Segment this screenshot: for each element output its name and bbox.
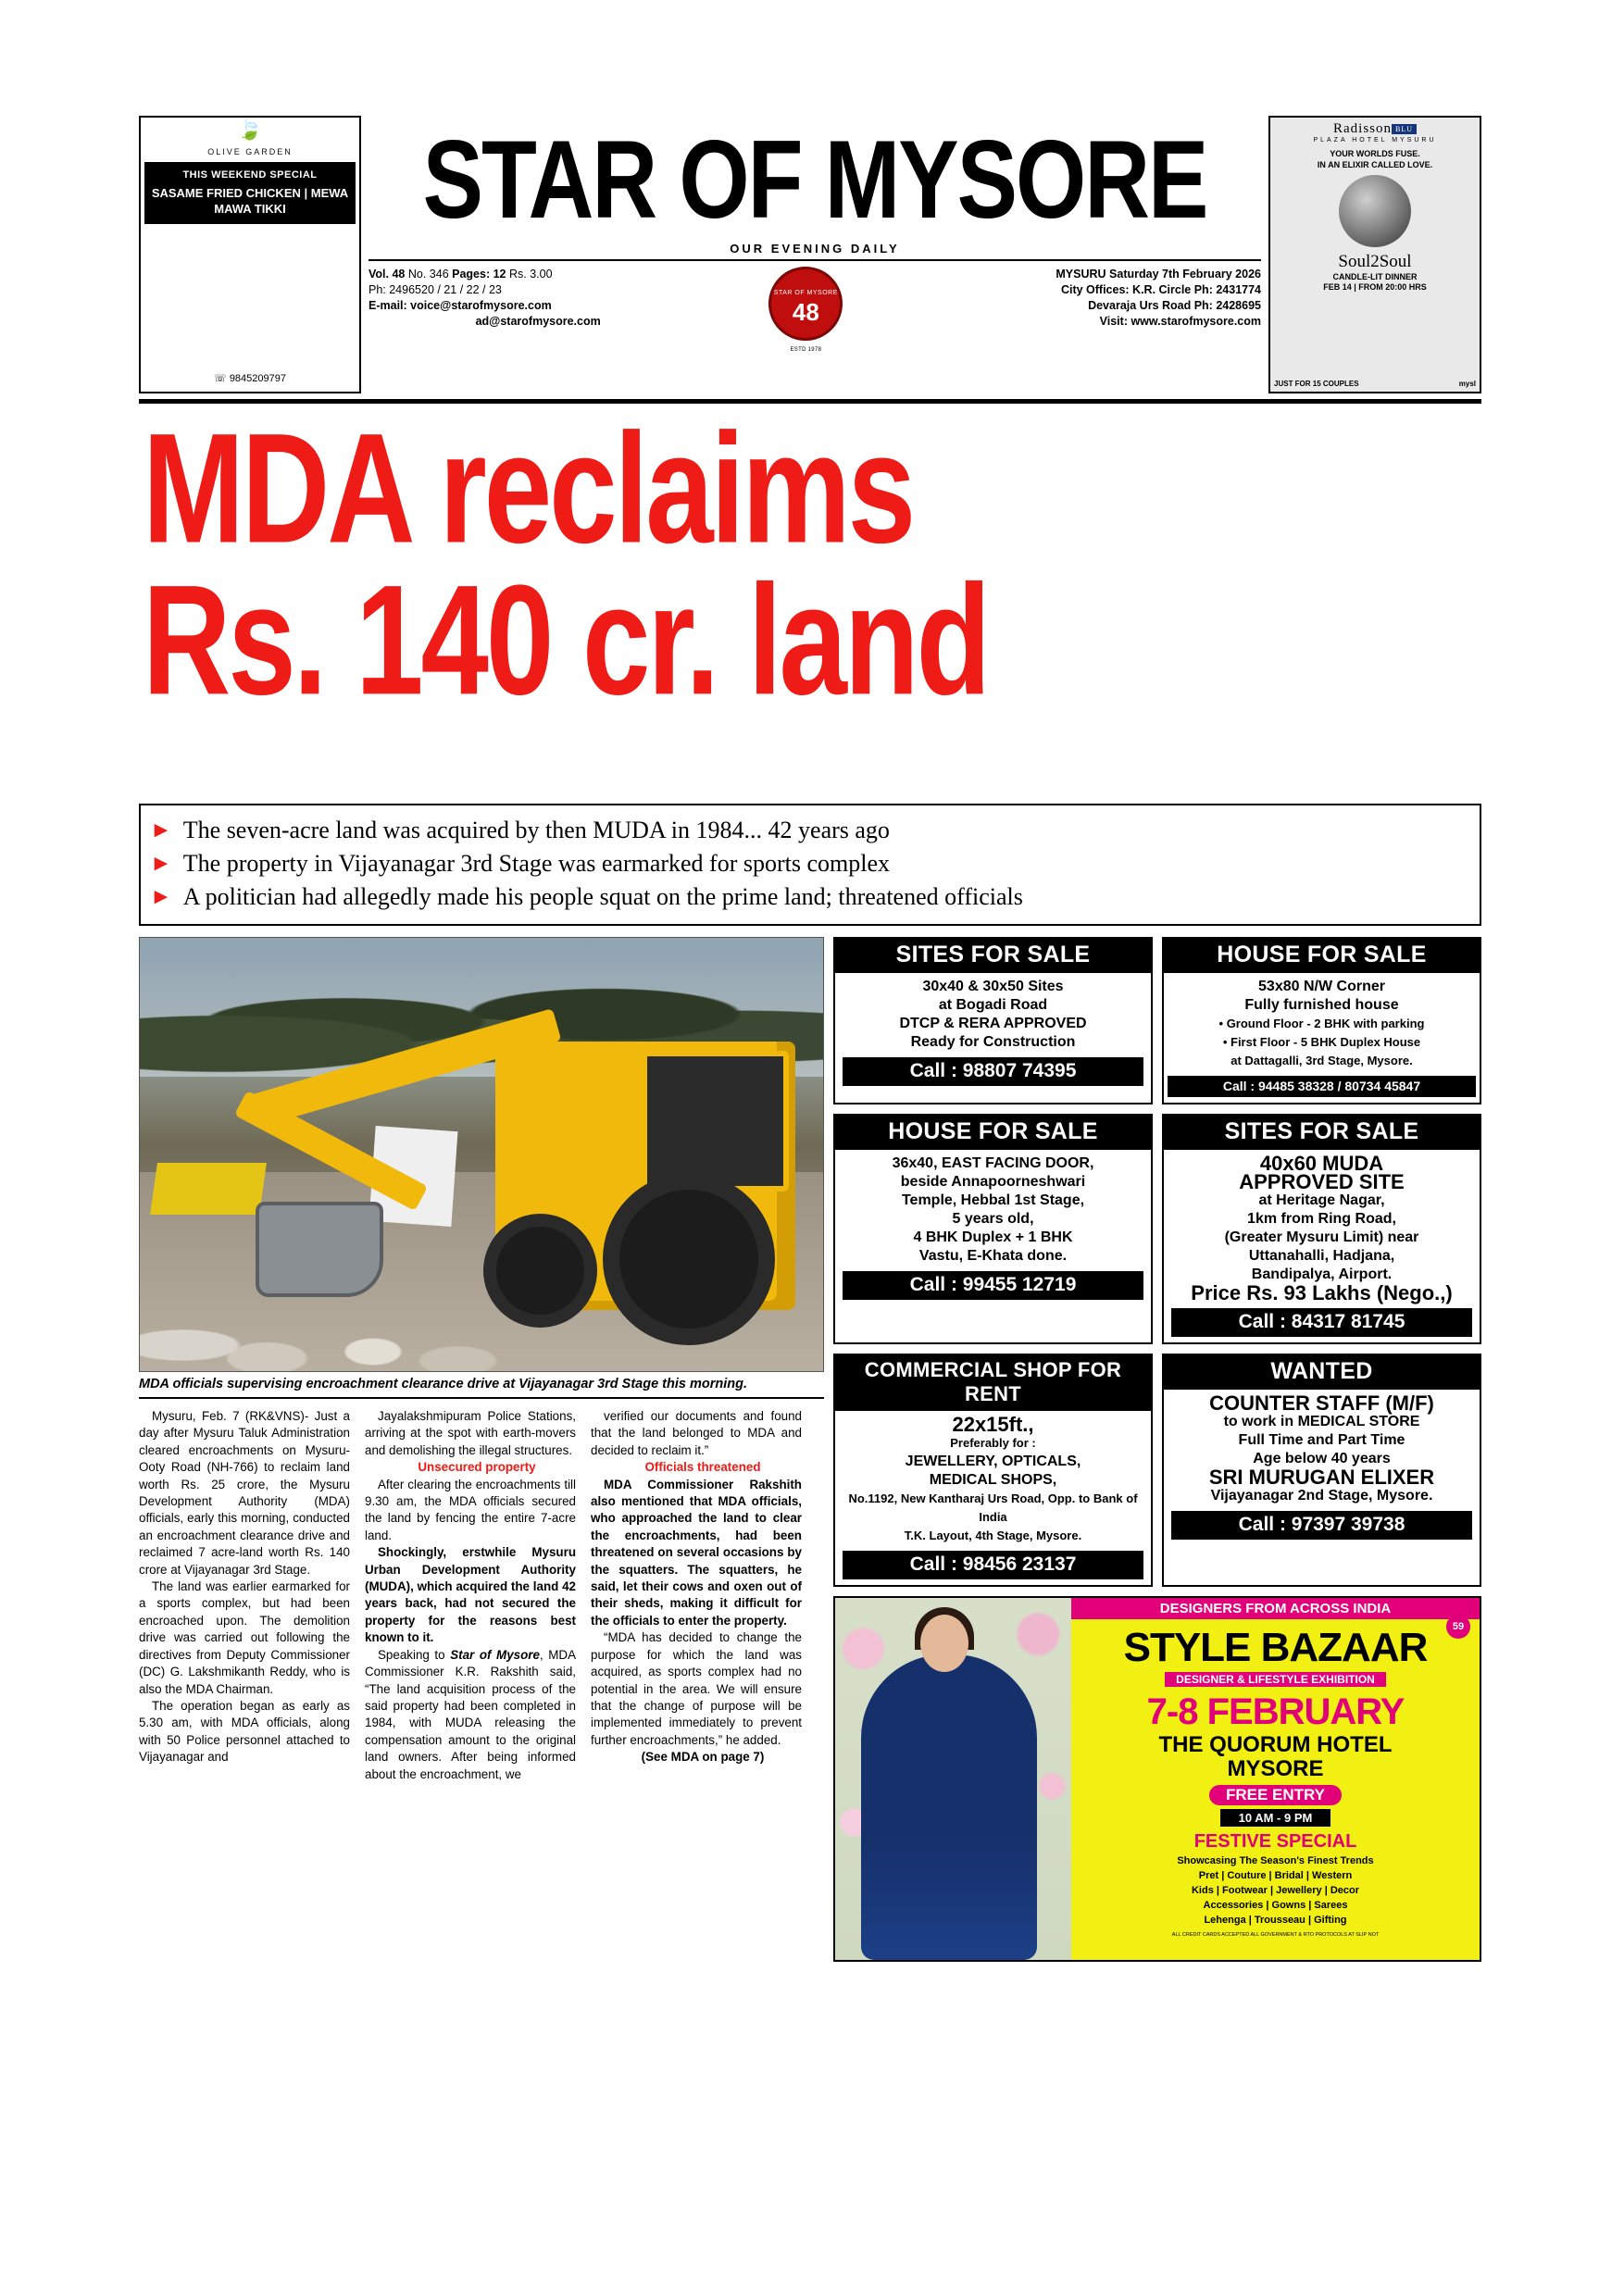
story-paragraph: verified our documents and found that the land belonged to MDA and decided to reclaim it.” — [591, 1409, 802, 1457]
newspaper-tagline: OUR EVENING DAILY — [730, 242, 900, 256]
story-body — [139, 1408, 824, 1783]
story-paragraph: After clearing the encroachments till 9.30 am, the MDA officials secured the land by fencing the entire 7-acre land. — [365, 1477, 576, 1542]
ad-line: Price Rs. 93 Lakhs (Nego.,) — [1191, 1281, 1453, 1304]
bazaar-edition-badge: 59 — [1446, 1615, 1470, 1639]
ad-body — [835, 1150, 1151, 1266]
bazaar-title: STYLE BAZAAR — [1123, 1625, 1428, 1670]
email-label: E-mail: — [369, 299, 407, 312]
bazaar-top-strip: DESIGNERS FROM ACROSS INDIA — [1071, 1598, 1480, 1619]
radisson-offer-title: Soul2Soul — [1338, 252, 1412, 271]
ad-line: Bandipalya, Airport. — [1251, 1267, 1393, 1282]
bazaar-categories-3: Accessories | Gowns | Sarees — [1203, 1900, 1348, 1911]
ad-call-button[interactable]: Call : 84317 81745 — [1171, 1308, 1472, 1337]
ad-line: 22x15ft., — [952, 1413, 1034, 1436]
bazaar-festive-special: FESTIVE SPECIAL — [1193, 1831, 1357, 1852]
bazaar-details — [1071, 1598, 1480, 1960]
ad-header: HOUSE FOR SALE — [835, 1116, 1151, 1150]
devaraja-office: Devaraja Urs Road Ph: 2428695 — [1088, 299, 1261, 312]
seal-number: 48 — [792, 297, 819, 326]
masthead-divider — [369, 259, 1261, 261]
excavator-cab — [642, 1051, 790, 1192]
story-subheading: Unsecured property — [418, 1460, 536, 1475]
radisson-foot-left: JUST FOR 15 COUPLES — [1274, 380, 1359, 388]
edition-info — [904, 267, 1261, 358]
bazaar-timing: 10 AM - 9 PM — [1220, 1809, 1331, 1827]
model-head — [920, 1615, 968, 1672]
ad-header: COMMERCIAL SHOP FOR RENT — [835, 1355, 1151, 1411]
olive-garden-brand: OLIVE GARDEN — [207, 147, 293, 156]
classified-ad[interactable] — [833, 937, 1153, 1104]
ad-body — [835, 1411, 1151, 1545]
ad-call-button[interactable]: Call : 99455 12719 — [843, 1271, 1143, 1300]
headline-bullets — [139, 804, 1481, 926]
issue-phone: Ph: 2496520 / 21 / 22 / 23 — [369, 283, 502, 296]
radisson-ad[interactable] — [1268, 116, 1481, 393]
ad-line: to work in MEDICAL STORE — [1223, 1414, 1420, 1429]
news-photo — [139, 937, 824, 1372]
ad-line: at Heritage Nagar, — [1258, 1192, 1385, 1208]
phone-icon: ☏ — [213, 373, 227, 384]
bazaar-showcase: Showcasing The Season's Finest Trends — [1177, 1855, 1374, 1866]
ad-line: (Greater Mysuru Limit) near — [1224, 1229, 1419, 1245]
radisson-line1: YOUR WORLDS FUSE. — [1330, 149, 1420, 158]
triangle-bullet-icon: ► — [150, 818, 172, 842]
issue-vol: Vol. 48 — [369, 268, 406, 281]
ad-line: 40x60 MUDA — [1259, 1152, 1384, 1175]
classified-ads-grid — [833, 937, 1481, 1587]
moon-icon — [1339, 175, 1411, 247]
excavator-wheel-rear — [603, 1173, 775, 1345]
bazaar-venue-line2: MYSORE — [1227, 1756, 1324, 1781]
radisson-small1: CANDLE-LIT DINNER — [1332, 272, 1418, 281]
ad-line: APPROVED SITE — [1239, 1170, 1405, 1193]
masthead-info — [369, 267, 1261, 358]
bullet-text: A politician had allegedly made his people squat on the prime land; threatened officials — [182, 883, 1023, 910]
ad-call-button[interactable]: Call : 98807 74395 — [843, 1057, 1143, 1086]
continuation-note[interactable]: (See MDA on page 7) — [641, 1750, 765, 1765]
triangle-bullet-icon: ► — [150, 852, 172, 876]
issue-price: Rs. 3.00 — [508, 268, 553, 281]
ad-body — [1164, 1390, 1480, 1505]
story-col-2 — [365, 1408, 576, 1783]
ad-line: at Dattagalli, 3rd Stage, Mysore. — [1230, 1054, 1413, 1067]
masthead-center — [361, 116, 1268, 393]
ad-line: Vastu, E-Khata done. — [918, 1248, 1068, 1264]
page-sheet — [139, 116, 1481, 2176]
story-col-1 — [139, 1408, 350, 1783]
ad-line: Temple, Hebbal 1st Stage, — [901, 1192, 1085, 1208]
story-subheading: Officials threatened — [644, 1460, 761, 1475]
radisson-small2: FEB 14 | FROM 20:00 HRS — [1323, 282, 1427, 292]
model-gown — [861, 1654, 1037, 1960]
ad-line: 5 years old, — [952, 1211, 1034, 1227]
issue-info — [369, 267, 707, 358]
triangle-bullet-icon: ► — [150, 885, 172, 909]
story-col-3 — [591, 1408, 802, 1783]
ad-line: 53x80 N/W Corner — [1258, 979, 1385, 994]
ad-line: • Ground Floor - 2 BHK with parking — [1218, 1017, 1425, 1030]
classified-ad[interactable] — [833, 1354, 1153, 1587]
bullet-item — [150, 848, 1470, 880]
ad-line: at Bogadi Road — [938, 997, 1048, 1013]
radisson-footer — [1274, 380, 1476, 388]
leaf-icon: 🍃 — [237, 118, 263, 141]
ad-line: T.K. Layout, 4th Stage, Mysore. — [904, 1529, 1082, 1542]
photo-tarp — [150, 1163, 267, 1215]
olive-phone: ☏ 9845209797 — [213, 373, 286, 384]
speaking-pre: Speaking to — [378, 1647, 451, 1662]
masthead-bottom-rule — [139, 399, 1481, 404]
ad-line: Full Time and Part Time — [1238, 1432, 1405, 1448]
headline-line-2: Rs. 140 cr. land — [143, 553, 989, 728]
issue-pages: Pages: 12 — [452, 268, 506, 281]
ad-header: SITES FOR SALE — [835, 939, 1151, 973]
story-paragraph-bold: Shockingly, erstwhile Mysuru Urban Development Authority (MUDA), which acquired the land 42 years back, had not secured the property for the reasons best known to it. — [365, 1545, 576, 1645]
ad-line: No.1192, New Kantharaj Urs Road, Opp. to Bank of India — [848, 1491, 1138, 1524]
olive-special-label: THIS WEEKEND SPECIAL — [182, 169, 318, 181]
bazaar-subtitle: DESIGNER & LIFESTYLE EXHIBITION — [1165, 1672, 1386, 1687]
bazaar-footer-note: ALL CREDIT CARDS ACCEPTED ALL GOVERNMENT & RTO PROTOCOLS AT SLIP NOT — [1171, 1932, 1380, 1938]
classified-ad[interactable] — [1162, 937, 1481, 1104]
main-content — [139, 937, 1481, 1962]
radisson-brand: Radisson BLU — [1333, 121, 1417, 137]
ad-line: SRI MURUGAN ELIXER — [1208, 1466, 1435, 1489]
seal-badge — [768, 267, 843, 341]
ad-line: Vijayanagar 2nd Stage, Mysore. — [1210, 1488, 1433, 1504]
anniversary-seal — [755, 267, 856, 358]
ad-header: SITES FOR SALE — [1164, 1116, 1480, 1150]
radisson-sub: PLAZA HOTEL MYSURU — [1313, 137, 1437, 144]
bazaar-date: 7-8 FEBRUARY — [1146, 1691, 1405, 1732]
seal-caption: ESTD 1978 — [790, 347, 822, 353]
olive-garden-offer — [144, 162, 356, 224]
story-paragraph: Mysuru, Feb. 7 (RK&VNS)- Just a day after Mysuru Taluk Administration cleared encroachments on Mysuru-Ooty Road (NH-766) to reclaim land worth Rs. 25 crore, the Mysuru Development Authority (MDA) officials, early this morning, conducted an encroachment clearance drive and reclaimed 7 acre-land worth Rs. 140 crore at Vijayanagar 3rd Stage. — [139, 1409, 350, 1577]
ad-call-button[interactable]: Call : 98456 23137 — [843, 1551, 1143, 1579]
newspaper-title: STAR OF MYSORE — [422, 117, 1207, 242]
olive-special-items: SASAME FRIED CHICKEN | MEWA MAWA TIKKI — [151, 186, 349, 216]
story-paragraph-bold: MDA Commissioner Rakshith also mentioned that MDA officials, who approached the land to clear the encroachments, had been threatened on several occasions by the squatters. The squatters, he said, let their cows and oxen out of their sheds, making it difficult for the officials to enter the property. — [591, 1477, 802, 1628]
website-link[interactable]: Visit: www.starofmysore.com — [1099, 315, 1261, 328]
bazaar-categories-4: Lehenga | Trousseau | Gifting — [1204, 1915, 1347, 1926]
ad-body — [1164, 1150, 1480, 1303]
masthead — [139, 116, 1481, 393]
radisson-line2: IN AN ELIXIR CALLED LOVE. — [1317, 160, 1433, 169]
speaking-post: , MDA Commissioner K.R. Rakshith said, “The land acquisition process of the said property had been completed in 1984, with MUDA releasing the compensation amount to the original land owners. After being informed about the encroachment, we — [365, 1647, 577, 1781]
classified-ad[interactable] — [1162, 1114, 1481, 1344]
ad-line: Age below 40 years — [1253, 1451, 1391, 1466]
ad-body — [835, 973, 1151, 1052]
paper-name-italic: Star of Mysore — [450, 1647, 540, 1662]
photo-caption: MDA officials supervising encroachment clearance drive at Vijayanagar 3rd Stage this morning. — [139, 1377, 824, 1399]
ad-line: 1km from Ring Road, — [1247, 1211, 1396, 1227]
ad-line: DTCP & RERA APPROVED — [899, 1016, 1087, 1031]
ad-line: JEWELLERY, OPTICALS, — [905, 1454, 1081, 1469]
ad-line: • First Floor - 5 BHK Duplex House — [1222, 1035, 1421, 1049]
headline-block — [139, 406, 1481, 794]
classified-ad[interactable] — [833, 1114, 1153, 1344]
story-column — [139, 937, 824, 1962]
story-paragraph: “MDA has decided to change the purpose for which the land was acquired, as sports complex had no potential in the area. We will ensure that the change of purpose will be implemented immediately to prevent further encroachments,” he added. — [591, 1630, 802, 1747]
bullet-item — [150, 881, 1470, 913]
story-paragraph: The operation began as early as 5.30 am, with MDA officials, along with 50 Police personnel attached to Vijayanagar and — [139, 1698, 350, 1765]
radisson-foot-right: mysl — [1458, 380, 1476, 388]
ad-call-button[interactable]: Call : 97397 39738 — [1171, 1511, 1472, 1540]
ad-header: WANTED — [1164, 1355, 1480, 1390]
ad-header: HOUSE FOR SALE — [1164, 939, 1480, 973]
bazaar-categories-2: Kids | Footwear | Jewellery | Decor — [1191, 1885, 1360, 1896]
ad-line: Uttanahalli, Hadjana, — [1248, 1248, 1395, 1264]
classifieds-column — [833, 937, 1481, 1962]
ad-call-button[interactable]: Call : 94485 38328 / 80734 45847 — [1168, 1076, 1476, 1097]
seal-top-text: STAR OF MYSORE — [773, 289, 838, 296]
story-paragraph-quote — [365, 1647, 576, 1783]
story-paragraph: Jayalakshmipuram Police Stations, arriving at the spot with earth-movers and demolishing the illegal structures. — [365, 1409, 576, 1457]
radisson-blu-tag: BLU — [1392, 124, 1417, 134]
ad-line: COUNTER STAFF (M/F) — [1209, 1391, 1434, 1415]
ad-line: Fully furnished house — [1244, 997, 1399, 1013]
bazaar-model-image — [835, 1598, 1071, 1960]
bazaar-free-entry: FREE ENTRY — [1209, 1785, 1342, 1805]
ad-line: Preferably for : — [950, 1436, 1036, 1450]
excavator-bucket — [256, 1202, 383, 1297]
main-headline — [143, 406, 1481, 728]
city-offices: City Offices: K.R. Circle Ph: 2431774 — [1060, 283, 1261, 296]
ad-line: Ready for Construction — [910, 1034, 1076, 1050]
email-ad[interactable]: ad@starofmysore.com — [475, 315, 601, 328]
issue-no: No. 346 — [407, 268, 449, 281]
ad-line: beside Annapoorneshwari — [900, 1174, 1086, 1190]
bazaar-venue-line1: THE QUORUM HOTEL — [1158, 1732, 1393, 1757]
bullet-item — [150, 815, 1470, 846]
ad-line: 36x40, EAST FACING DOOR, — [892, 1155, 1094, 1171]
olive-garden-ad[interactable] — [139, 116, 361, 393]
bullet-text: The seven-acre land was acquired by then MUDA in 1984... 42 years ago — [182, 817, 890, 843]
bazaar-categories-1: Pret | Couture | Bridal | Western — [1198, 1870, 1353, 1881]
classified-ad[interactable] — [1162, 1354, 1481, 1587]
ad-body — [1164, 973, 1480, 1070]
story-paragraph: The land was earlier earmarked for a sports complex, but had been encroached upon. The demolition drive was carried out following the directives from Deputy Commissioner (DC) G. Lakshmikanth Reddy, who is also the MDA Chairman. — [139, 1579, 350, 1696]
headline-line-1: MDA reclaims — [143, 406, 914, 576]
ad-line: 4 BHK Duplex + 1 BHK — [913, 1229, 1073, 1245]
ad-line: MEDICAL SHOPS, — [929, 1472, 1057, 1488]
edition-place-date: MYSURU Saturday 7th February 2026 — [1056, 268, 1261, 281]
bullet-text: The property in Vijayanagar 3rd Stage was earmarked for sports complex — [182, 850, 891, 877]
email-voice[interactable]: voice@starofmysore.com — [410, 299, 552, 312]
excavator-wheel-front — [483, 1214, 597, 1328]
ad-line: 30x40 & 30x50 Sites — [922, 979, 1064, 994]
style-bazaar-ad[interactable] — [833, 1596, 1481, 1962]
